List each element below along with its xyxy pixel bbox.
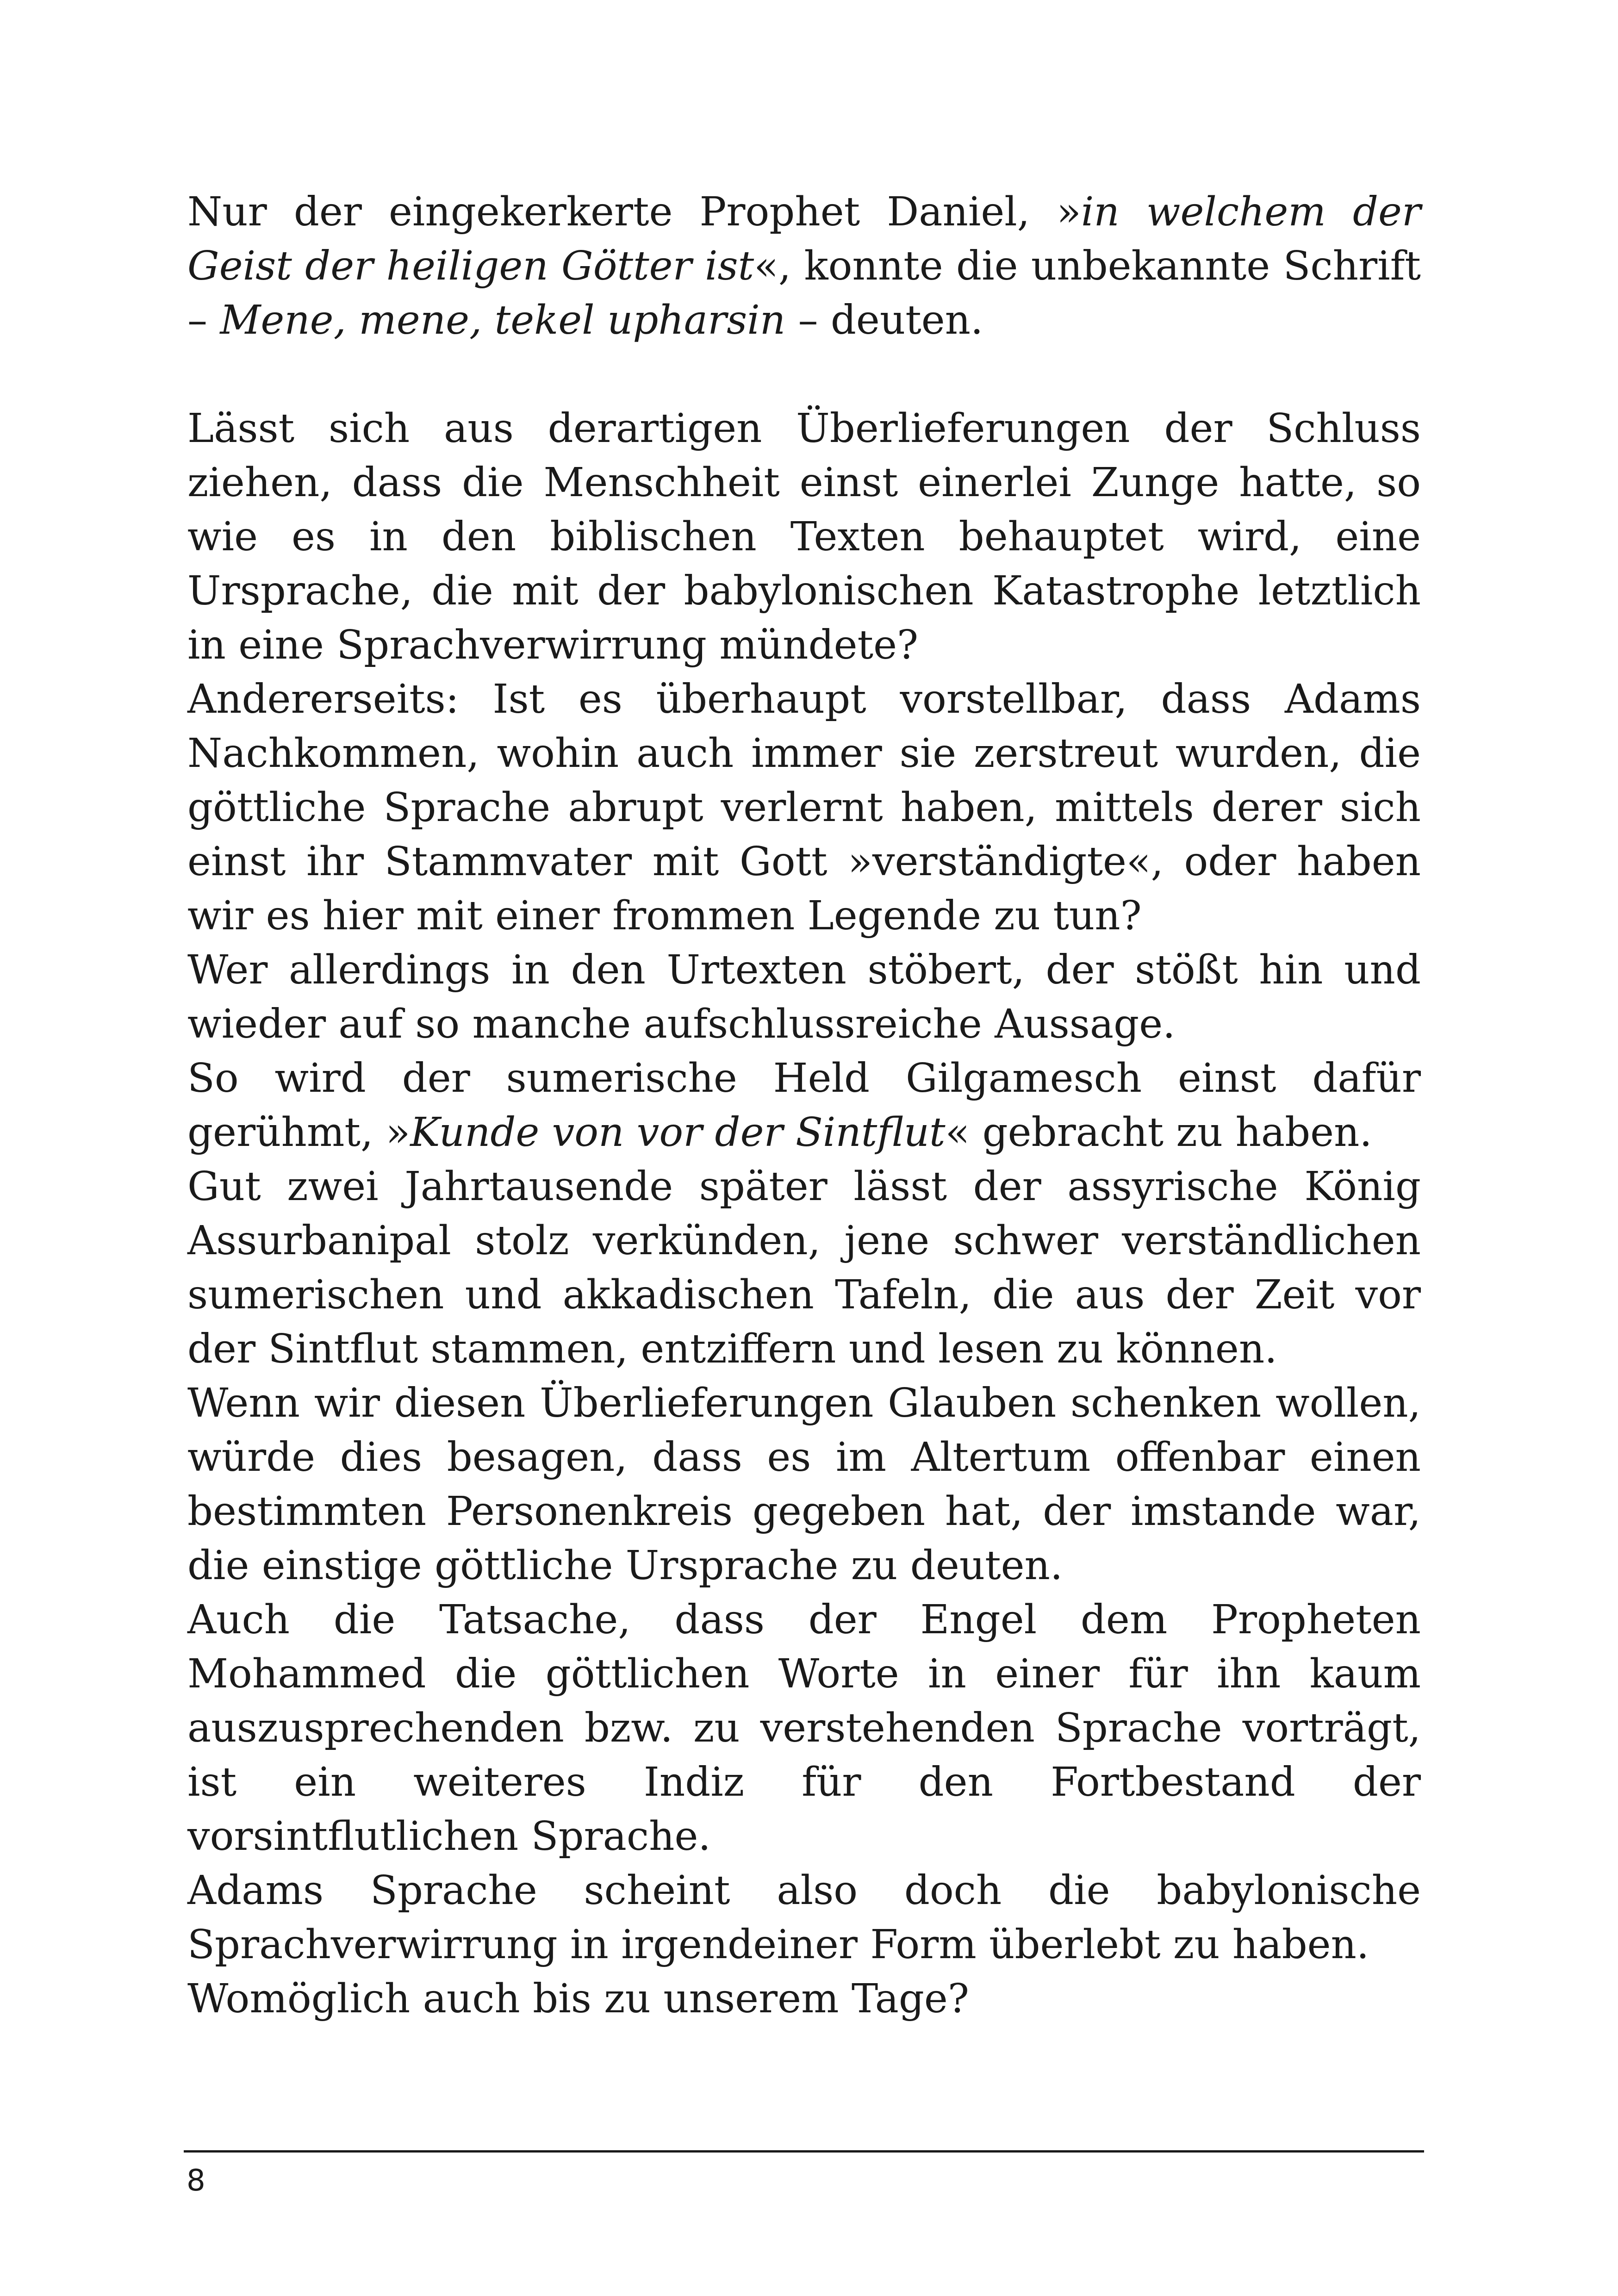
text-run: Wenn wir diesen Überlieferungen Glauben schenken wollen, würde dies besagen, dass es im Altertum offenbar einen bestimmten Personenkreis gegeben hat, der imstande war, die einstige göttliche Ursprache zu deuten. — [187, 1380, 1421, 1589]
page-body — [187, 185, 1421, 2026]
text-run: «, konnte die unbekannte Schrift – — [187, 243, 1421, 343]
text-run: Adams Sprache scheint also doch die babylonische Sprachverwirrung in irgendeiner Form überlebt zu haben. — [187, 1867, 1421, 1968]
body-paragraph — [187, 672, 1421, 943]
body-paragraph — [187, 1376, 1421, 1593]
body-paragraph — [187, 1972, 1421, 2026]
text-run: Nur der eingekerkerte Prophet Daniel, » — [187, 189, 1081, 235]
text-run: So wird der sumerische Held Gilgamesch einst dafür gerühmt, » — [187, 1055, 1421, 1156]
body-paragraph — [187, 402, 1421, 672]
text-run: « gebracht zu haben. — [945, 1109, 1372, 1156]
body-paragraph — [187, 1160, 1421, 1376]
body-paragraph — [187, 185, 1421, 348]
body-paragraph — [187, 1864, 1421, 1972]
text-run: Wer allerdings in den Urtexten stöbert, der stößt hin und wieder auf so manche aufschlussreiche Aussage. — [187, 947, 1421, 1047]
footer-rule — [184, 2150, 1424, 2153]
text-run: Andererseits: Ist es überhaupt vorstellbar, dass Adams Nachkommen, wohin auch immer sie zerstreut wurden, die göttliche Sprache abrupt verlernt haben, mittels derer sich einst ihr Stammvater mit Gott »verständigte«, oder haben wir es hier mit einer frommen Legende zu tun? — [187, 676, 1421, 939]
text-run: Lässt sich aus derartigen Überlieferungen der Schluss ziehen, dass die Menschheit einst einerlei Zunge hatte, so wie es in den biblischen Texten behauptet wird, eine Ursprache, die mit der babylonischen Katastrophe letztlich in eine Sprachverwirrung mündete? — [187, 405, 1421, 668]
body-paragraph — [187, 1052, 1421, 1160]
text-run: Gut zwei Jahrtausende später lässt der assyrische König Assurbanipal stolz verkünden, jene schwer verständlichen sumerischen und akkadischen Tafeln, die aus der Zeit vor der Sintflut stammen, entziffern und lesen zu können. — [187, 1164, 1421, 1372]
text-run: – deuten. — [785, 297, 983, 343]
italic-quote: Mene, mene, tekel upharsin — [220, 297, 786, 343]
body-paragraph — [187, 1593, 1421, 1864]
page-number: 8 — [187, 2164, 205, 2198]
italic-quote: Kunde von vor der Sintflut — [410, 1109, 946, 1156]
text-run: Auch die Tatsache, dass der Engel dem Propheten Mohammed die göttlichen Worte in einer für ihn kaum auszusprechenden bzw. zu verstehenden Sprache vorträgt, ist ein weiteres Indiz für den Fortbestand der vorsintflutlichen Sprache. — [187, 1597, 1421, 1860]
italic-quote: in welchem der Geist der heiligen Götter ist — [187, 189, 1421, 289]
text-run: Womöglich auch bis zu unserem Tage? — [187, 1976, 969, 2022]
body-paragraph — [187, 943, 1421, 1052]
